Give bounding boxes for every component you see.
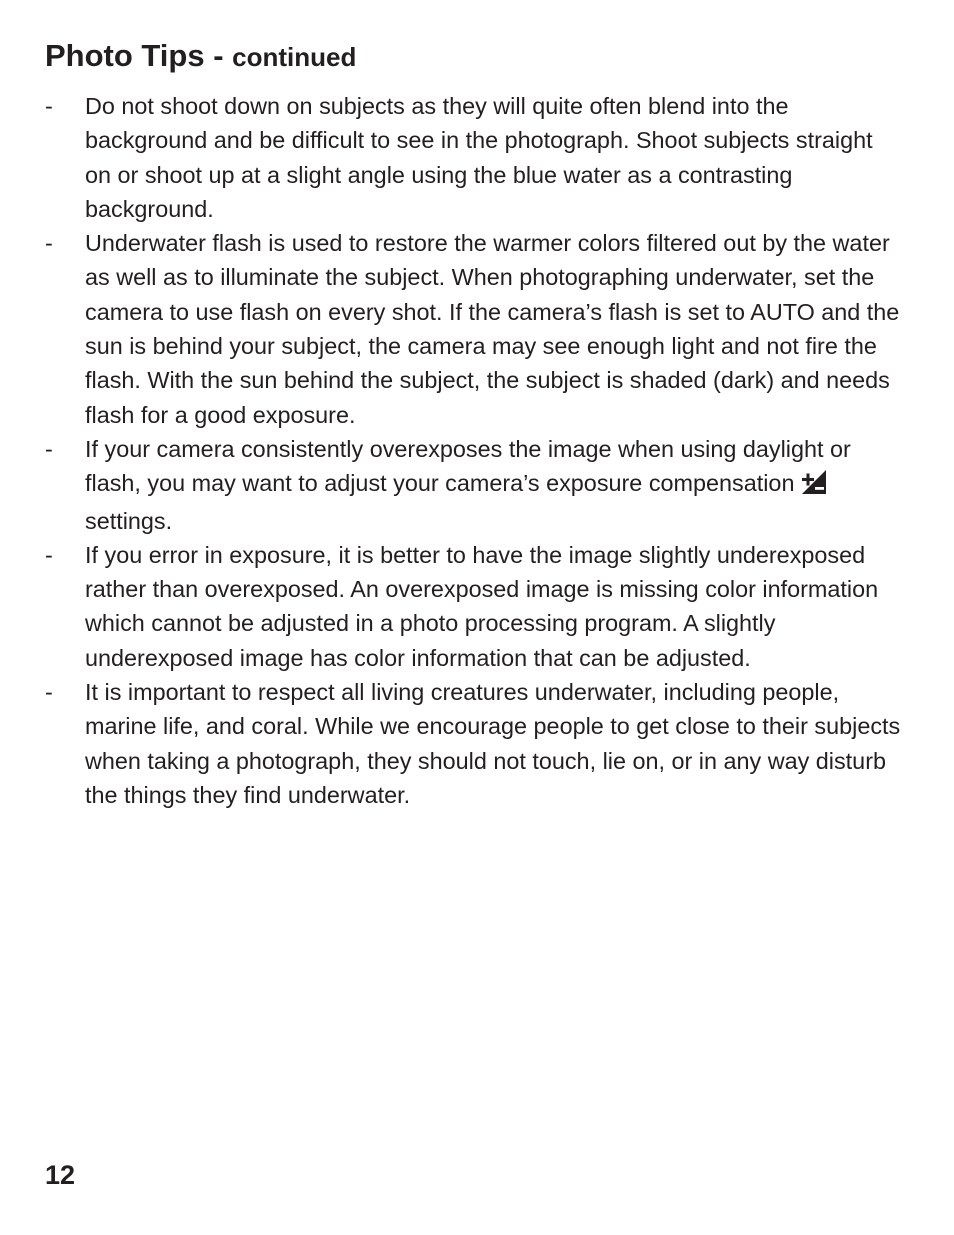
page-number: 12 <box>45 1160 76 1190</box>
list-bullet: - <box>45 679 53 706</box>
page-title-main: Photo Tips - <box>45 38 224 73</box>
photo-tips-list <box>45 89 905 812</box>
list-bullet: - <box>45 93 53 119</box>
list-item <box>45 89 905 226</box>
page-title <box>45 38 356 75</box>
list-bullet: - <box>45 230 53 257</box>
list-item <box>45 538 905 675</box>
list-item <box>45 432 905 538</box>
tip-text-before-icon: If your camera consistently overexposes the image when using daylight or flash, you may want to adjust your camera’s exposure compensation <box>85 435 851 497</box>
tip-text: Do not shoot down on subjects as they will quite often blend into the background and be difficult to see in the photograph. Shoot subjects straight on or shoot up at a slight angle using the blue water as a contrasting background. <box>85 93 873 222</box>
list-bullet: - <box>45 435 53 462</box>
list-item <box>45 226 905 432</box>
exposure-compensation-icon <box>801 469 827 503</box>
tip-text: It is important to respect all living creatures underwater, including people, marine life, and coral. While we encourage people to get close to their subjects when taking a photograph, they should not touch, lie on, or in any way disturb the things they find underwater. <box>85 679 901 808</box>
tip-text-after-icon: settings. <box>85 507 173 534</box>
tip-text: If you error in exposure, it is better to have the image slightly underexposed rather than overexposed. An overexposed image is missing color information which cannot be adjusted in a photo processing program. A slightly underexposed image has color information that can be adjusted. <box>85 541 879 671</box>
list-bullet: - <box>45 541 53 568</box>
tip-text <box>85 432 905 538</box>
tip-text: Underwater flash is used to restore the warmer colors filtered out by the water as well as to illuminate the subject. When photographing underwater, set the camera to use flash on every shot. If the camera’s flash is set to AUTO and the sun is behind your subject, the camera may see enough light and not fire the flash. With the sun behind the subject, the subject is shaded (dark) and needs flash for a good exposure. <box>85 230 900 428</box>
list-item <box>45 675 905 812</box>
page-title-continued: continued <box>232 42 357 72</box>
